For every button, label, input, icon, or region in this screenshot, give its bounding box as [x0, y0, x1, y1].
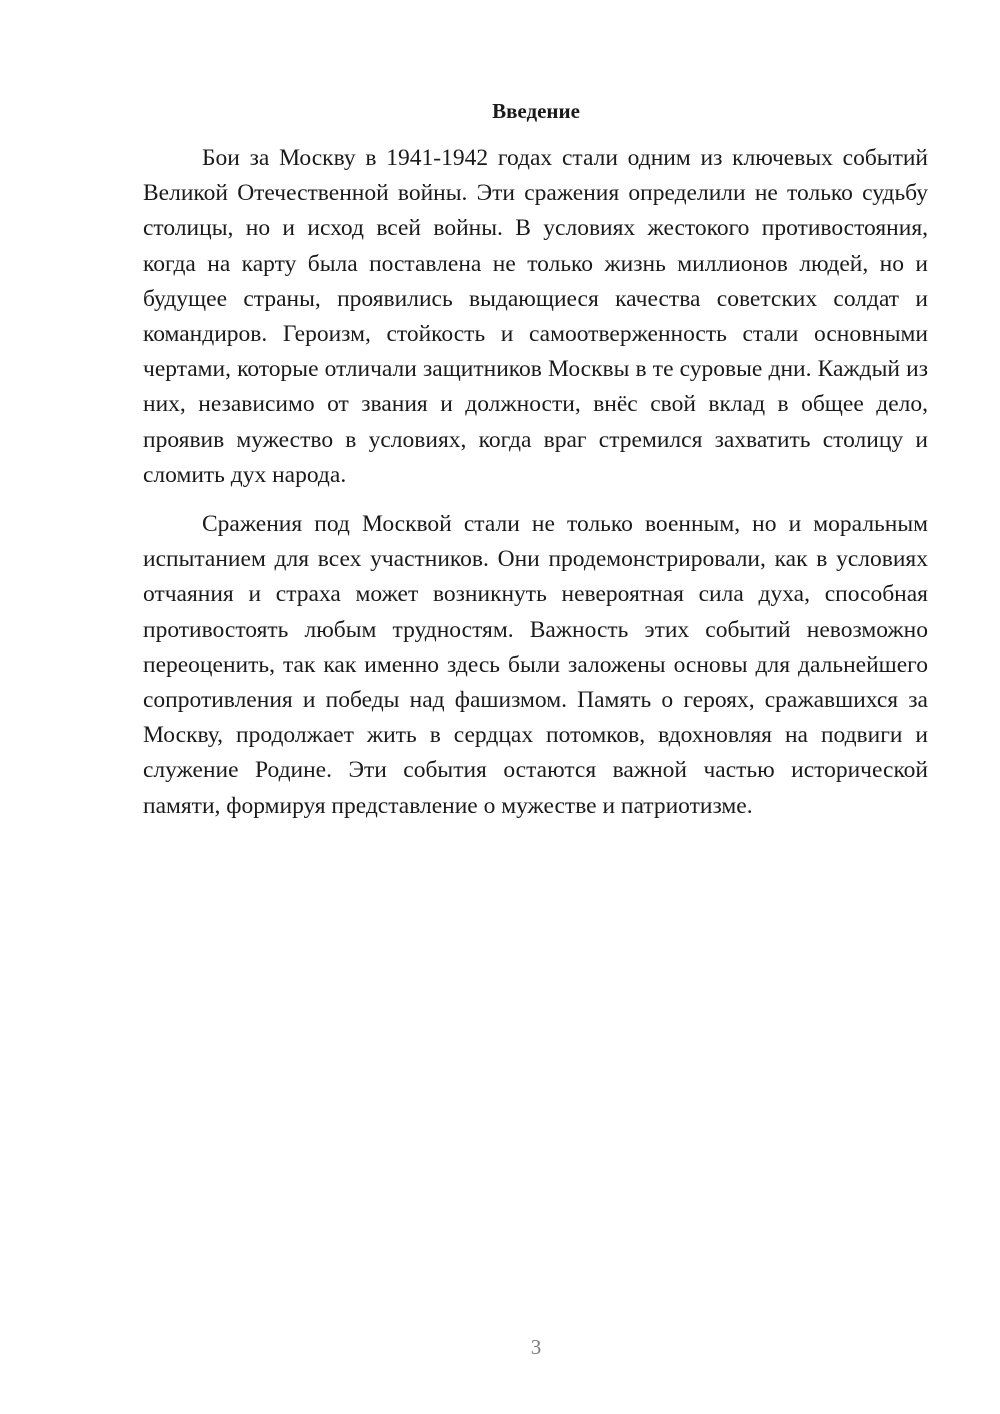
body-text [143, 141, 928, 824]
paragraph-2: Сражения под Москвой стали не только военным, но и моральным испытанием для всех участников. Они продемонстрировали, как в условиях отчаяния и страха может возникнуть невероятная сила духа, способная противостоять любым трудностям. Важность этих событий невозможно переоценить, так как именно здесь были заложены основы для дальнейшего сопротивления и победы над фашизмом. Память о героях, сражавшихся за Москву, продолжает жить в сердцах потомков, вдохновляя на подвиги и служение Родине. Эти события остаются важной частью исторической памяти, формируя представление о мужестве и патриотизме. [143, 511, 928, 819]
section-heading: Введение [492, 99, 580, 123]
page-number: 3 [530, 1335, 542, 1359]
paragraph-1: Бои за Москву в 1941-1942 годах стали одним из ключевых событий Великой Отечественной войны. Эти сражения определили не только судьбу столицы, но и исход всей войны. В условиях жестокого противостояния, когда на карту была поставлена не только жизнь миллионов людей, но и будущее страны, проявились выдающиеся качества советских солдат и командиров. Героизм, стойкость и самоотверженность стали основными чертами, которые отличали защитников Москвы в те суровые дни. Каждый из них, независимо от звания и должности, внёс свой вклад в общее дело, проявив мужество в условиях, когда враг стремился захватить столицу и сломить дух народа. [143, 145, 928, 488]
